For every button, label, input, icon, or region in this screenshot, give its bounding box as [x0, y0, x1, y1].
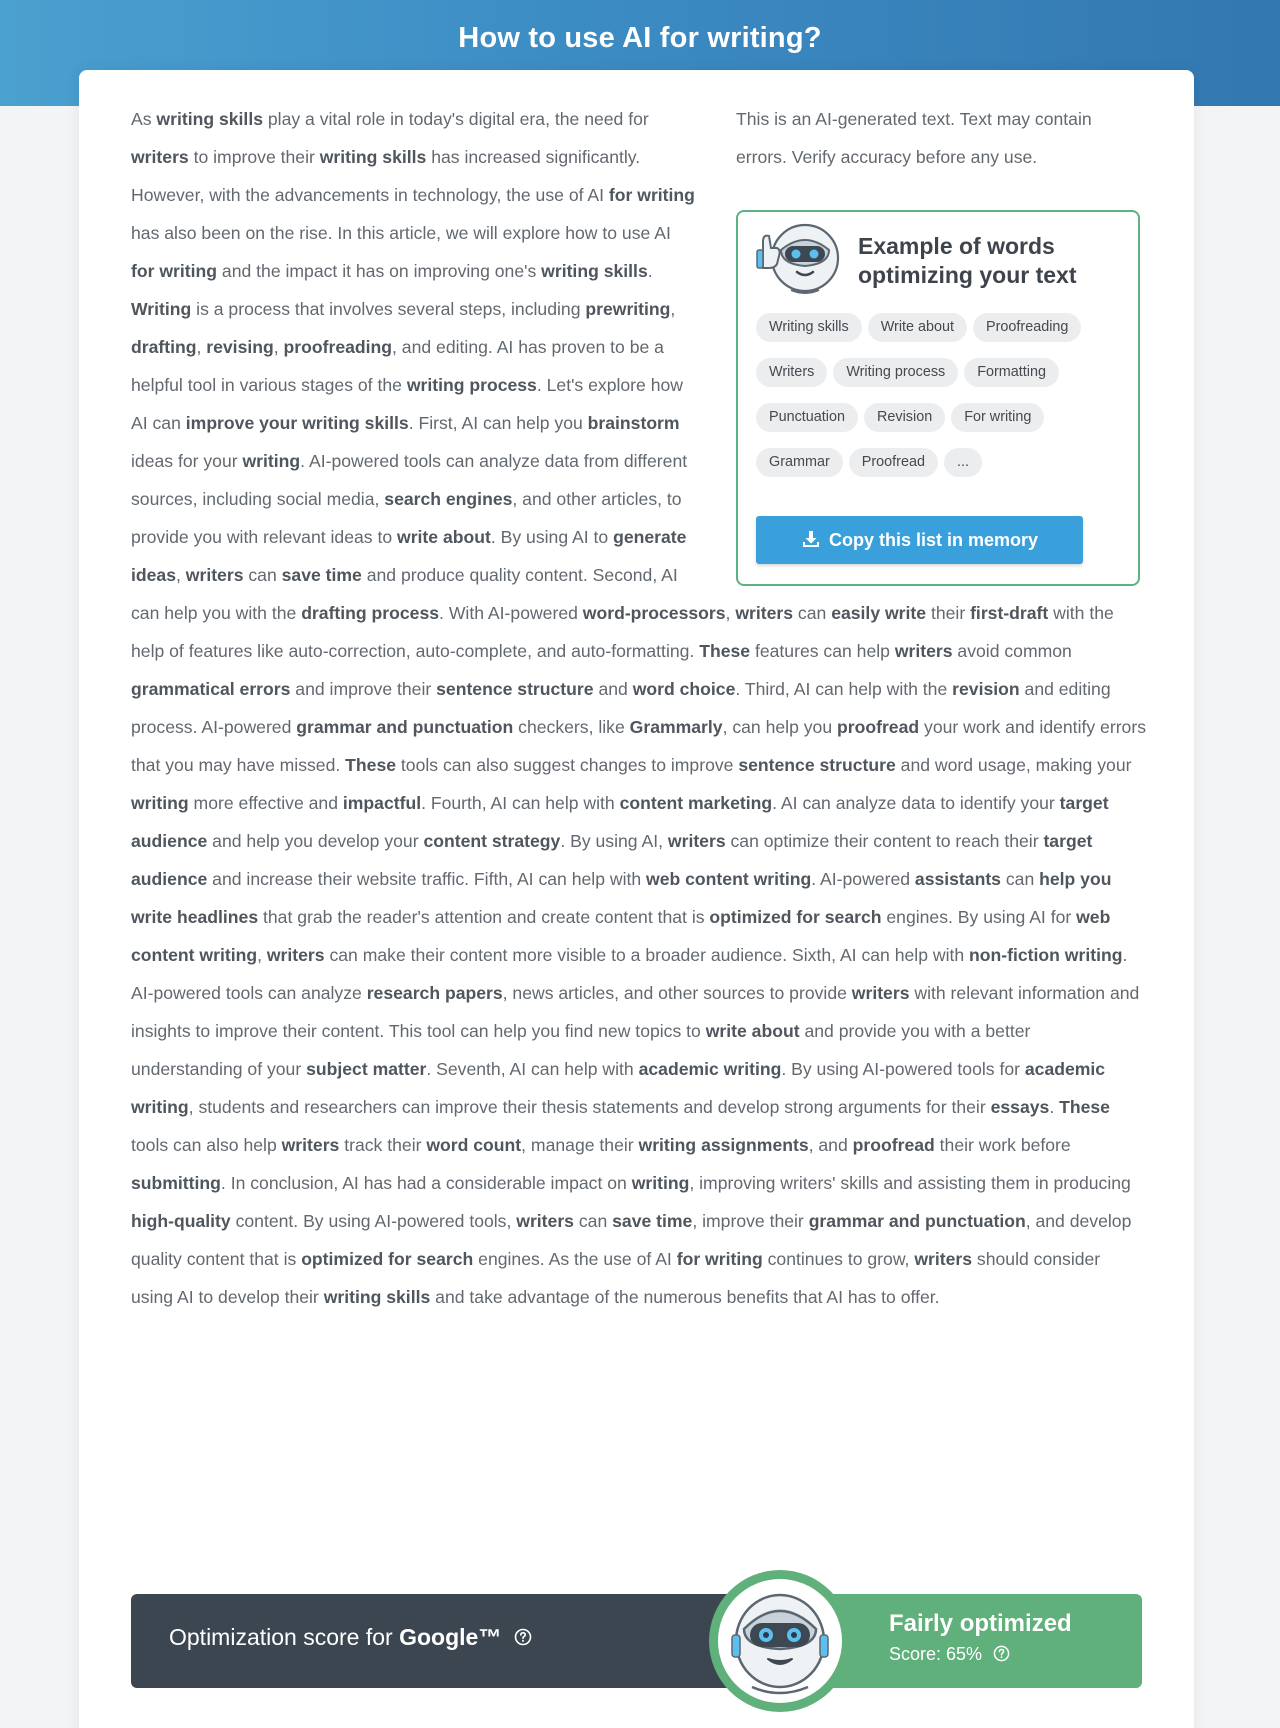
article-text-segment: , and develop quality content that is	[131, 1211, 1132, 1269]
article-keyword: grammatical errors	[131, 679, 291, 699]
article-text-segment: . By using AI to	[490, 527, 614, 547]
article-text-segment: ideas for your	[131, 451, 243, 471]
article-keyword: easily write	[831, 603, 927, 623]
score-value	[889, 1644, 1010, 1665]
article-text-segment: can	[793, 603, 832, 623]
article-text-segment: checkers, like	[513, 717, 630, 737]
article-text-segment: has increased significantly. However, with the advancements in technology, the use of AI	[131, 147, 641, 205]
article-keyword: writing process	[406, 375, 537, 395]
article-keyword: Grammarly	[629, 717, 723, 737]
article-keyword: web content writing	[646, 869, 812, 889]
article-keyword: write about	[705, 1021, 800, 1041]
article-keyword: research papers	[366, 983, 503, 1003]
article-keyword: writing skills	[323, 1287, 431, 1307]
article-text-segment: and	[593, 679, 633, 699]
article-text-segment: , improve their	[692, 1211, 809, 1231]
article-keyword: writers	[735, 603, 794, 623]
keyword-tag[interactable]: Punctuation	[756, 403, 858, 432]
article-keyword: sentence structure	[436, 679, 594, 699]
article-text-segment: content. By using AI-powered tools,	[230, 1211, 517, 1231]
article-keyword: optimized for search	[301, 1249, 474, 1269]
article-text-segment: . First, AI can help you	[408, 413, 588, 433]
article-keyword: for writing	[131, 261, 218, 281]
article-text-segment: .	[1049, 1097, 1060, 1117]
article-text-segment: ,	[725, 603, 736, 623]
copy-list-button[interactable]	[756, 516, 1083, 564]
article-text-segment: engines. By using AI for	[881, 907, 1077, 927]
page-title: How to use AI for writing?	[458, 22, 822, 54]
article-text-segment: ,	[257, 945, 267, 965]
article-text-segment: their work before	[934, 1135, 1071, 1155]
score-value-text: Score: 65%	[889, 1644, 983, 1664]
score-label-panel	[131, 1594, 771, 1688]
article-keyword: proofread	[852, 1135, 935, 1155]
article-keyword: target audience	[131, 793, 1109, 851]
article-keyword: writing assignments	[638, 1135, 809, 1155]
content-card	[79, 70, 1194, 1728]
score-status: Fairly optimized	[889, 1610, 1072, 1637]
article-text-segment: . By using AI,	[560, 831, 668, 851]
article-keyword: writers	[266, 945, 325, 965]
article-keyword: These	[699, 641, 751, 661]
article-text-segment: their	[926, 603, 971, 623]
article-text-segment: , manage their	[521, 1135, 639, 1155]
article-keyword: writing skills	[319, 147, 427, 167]
article-text-segment: and the impact it has on improving one's	[217, 261, 542, 281]
article-keyword: writing skills	[156, 109, 263, 129]
keyword-tag[interactable]: Grammar	[756, 448, 843, 477]
copy-list-label: Copy this list in memory	[828, 530, 1039, 550]
article-text-segment: tools can also suggest changes to improve	[396, 755, 739, 775]
article-keyword: writing	[631, 1173, 690, 1193]
article-keyword: word count	[426, 1135, 522, 1155]
article-text-segment: can	[1000, 869, 1040, 889]
article-keyword: drafting process	[301, 603, 440, 623]
article-keyword: for writing	[676, 1249, 763, 1269]
article-text-segment: avoid common	[952, 641, 1072, 661]
article-text-segment: and help you develop your	[207, 831, 424, 851]
keyword-tag[interactable]: Writers	[756, 358, 827, 387]
article-keyword: prewriting	[585, 299, 671, 319]
sidebar	[736, 100, 1146, 586]
optimization-score-bar	[131, 1594, 1142, 1688]
article-keyword: improve your writing skills	[185, 413, 409, 433]
question-circle-icon[interactable]	[514, 1628, 532, 1646]
article-keyword: generate ideas	[131, 527, 687, 585]
article-keyword: high-quality	[131, 1211, 231, 1231]
article-keyword: grammar and punctuation	[808, 1211, 1026, 1231]
article-text-segment: , and	[808, 1135, 853, 1155]
article-text-segment: and editing process. AI-powered	[131, 679, 1111, 737]
article-keyword: writers	[914, 1249, 973, 1269]
article-text-segment: continues to grow,	[762, 1249, 915, 1269]
article-keyword: target audience	[131, 831, 1093, 889]
article-keyword: proofread	[837, 717, 920, 737]
keyword-tag[interactable]: Write about	[868, 313, 967, 342]
article-keyword: drafting	[131, 337, 197, 357]
article-text-segment: and provide you with a better understanding of your	[131, 1021, 1031, 1079]
article-text-segment: and word usage, making your	[895, 755, 1132, 775]
keyword-tag[interactable]: Proofread	[849, 448, 938, 477]
article-keyword: brainstorm	[587, 413, 680, 433]
robot-mascot-icon	[755, 220, 843, 296]
article-text-segment: . AI can analyze data to identify your	[772, 793, 1060, 813]
article-text-segment: your work and identify errors that you may have missed.	[131, 717, 1146, 775]
article-keyword: writing	[242, 451, 301, 471]
keyword-tag-list	[756, 306, 1126, 486]
keywords-box	[736, 210, 1140, 586]
article-text-segment: . Let's explore how AI can	[131, 375, 683, 433]
article-keyword: web content writing	[131, 907, 1111, 965]
article-keyword: search engines	[384, 489, 513, 509]
article-text-segment: to improve their	[188, 147, 320, 167]
article-keyword: first-draft	[970, 603, 1049, 623]
article-keyword: writing	[131, 793, 189, 813]
article-text-segment: . AI-powered tools can analyze	[131, 945, 1128, 1003]
article-keyword: write about	[397, 527, 491, 547]
article-keyword: save time	[612, 1211, 693, 1231]
article-text-segment: should consider using AI to develop their	[131, 1249, 1101, 1307]
download-icon	[801, 529, 821, 549]
article-keyword: essays	[990, 1097, 1050, 1117]
article-keyword: word choice	[632, 679, 736, 699]
article-text-segment: .	[647, 261, 653, 281]
score-mascot-frame	[718, 1579, 842, 1703]
article-keyword: writing skills	[541, 261, 648, 281]
article-keyword: academic writing	[638, 1059, 782, 1079]
article-keyword: These	[1059, 1097, 1110, 1117]
keyword-tag[interactable]: Writing skills	[756, 313, 862, 342]
article-keyword: optimized for search	[709, 907, 882, 927]
article-text-segment: and increase their website traffic. Fifth, AI can help with	[207, 869, 647, 889]
score-label-brand: Google™	[399, 1624, 502, 1650]
article-text-segment: , improving writers' skills and assisting them in producing	[689, 1173, 1131, 1193]
article-text-segment: ,	[670, 299, 676, 319]
article-text-segment: . AI-powered tools can analyze data from different sources, including social media,	[131, 451, 688, 509]
article-text-segment: ,	[176, 565, 186, 585]
article-text-segment: and produce quality content. Second, AI can help you with the	[131, 565, 678, 623]
article-keyword: assistants	[914, 869, 1001, 889]
robot-mascot-icon	[718, 1579, 842, 1703]
keyword-tag[interactable]: For writing	[951, 403, 1044, 432]
article-keyword: subject matter	[306, 1059, 427, 1079]
article-keyword: proofreading	[283, 337, 393, 357]
article-text-segment: . Fourth, AI can help with	[421, 793, 620, 813]
article-text-segment: play a vital role in today's digital era, the need for	[263, 109, 649, 129]
article-text-segment: engines. As the use of AI	[473, 1249, 677, 1269]
article-keyword: impactful	[342, 793, 422, 813]
article-text-segment: . In conclusion, AI has had a considerable impact on	[220, 1173, 632, 1193]
article-text-segment: As	[131, 109, 157, 129]
article-text-segment: , and editing. AI has proven to be a helpful tool in various stages of the	[131, 337, 664, 395]
article-text-segment: can	[573, 1211, 613, 1231]
article-keyword: revising	[206, 337, 274, 357]
article-text-segment: is a process that involves several steps, including	[191, 299, 586, 319]
article-text-segment: tools can also help	[131, 1135, 282, 1155]
article-text-segment: with the help of features like auto-correction, auto-complete, and auto-formatting.	[131, 603, 1114, 661]
article-text-segment: , and other articles, to provide you with relevant ideas to	[131, 489, 682, 547]
article-keyword: grammar and punctuation	[296, 717, 514, 737]
article-keyword: non-fiction writing	[969, 945, 1123, 965]
article-text-segment: can	[243, 565, 282, 585]
article-text-segment: , students and researchers can improve their thesis statements and develop strong arguments for their	[188, 1097, 991, 1117]
question-circle-icon[interactable]	[993, 1645, 1010, 1662]
article-body	[131, 100, 1146, 1316]
article-text-segment: ,	[196, 337, 207, 357]
article-keyword: word-processors	[582, 603, 726, 623]
article-keyword: content strategy	[423, 831, 561, 851]
article-text-segment: track their	[339, 1135, 427, 1155]
article-keyword: sentence structure	[738, 755, 896, 775]
article-keyword: writers	[185, 565, 244, 585]
article-keyword: writers	[131, 147, 189, 167]
keyword-tag[interactable]: Writing process	[833, 358, 958, 387]
article-keyword: writers	[851, 983, 910, 1003]
article-text-segment: has also been on the rise. In this article, we will explore how to use AI	[131, 223, 671, 243]
keyword-tag[interactable]: Revision	[864, 403, 945, 432]
article-keyword: writers	[894, 641, 953, 661]
article-keyword: These	[345, 755, 397, 775]
article-keyword: help you write headlines	[131, 869, 1112, 927]
article-text-segment: . With AI-powered	[439, 603, 583, 623]
keyword-tag[interactable]: Proofreading	[973, 313, 1081, 342]
article-text-segment: , can help you	[722, 717, 838, 737]
keyword-tag[interactable]: Formatting	[964, 358, 1059, 387]
article-keyword: submitting	[131, 1173, 221, 1193]
keywords-box-title: Example of words optimizing your text	[858, 233, 1077, 288]
article-keyword: revision	[952, 679, 1020, 699]
article-text-segment: ,	[273, 337, 284, 357]
score-label-prefix: Optimization score for	[169, 1624, 400, 1650]
ai-disclaimer: This is an AI-generated text. Text may contain errors. Verify accuracy before any use.	[736, 109, 1092, 167]
article-text-segment: . AI-powered	[811, 869, 915, 889]
article-text-segment: . Third, AI can help with the	[735, 679, 953, 699]
article-keyword: writers	[281, 1135, 340, 1155]
article-text-segment: and improve their	[290, 679, 437, 699]
article-text-segment: features can help	[750, 641, 895, 661]
article-keyword: save time	[281, 565, 362, 585]
article-text-segment: more effective and	[188, 793, 343, 813]
article-text-segment: . By using AI-powered tools for	[781, 1059, 1025, 1079]
article-keyword: academic writing	[131, 1059, 1106, 1117]
article-text-segment: can make their content more visible to a broader audience. Sixth, AI can help with	[324, 945, 970, 965]
score-label	[169, 1624, 532, 1651]
score-mascot-ring	[709, 1570, 851, 1712]
article-text-segment: with relevant information and insights to improve their content. This tool can help you find new topics to	[131, 983, 1140, 1041]
article-text-segment: can optimize their content to reach their	[725, 831, 1044, 851]
article-keyword: for writing	[608, 185, 695, 205]
keyword-tag[interactable]: ...	[944, 448, 982, 477]
article-keyword: content marketing	[619, 793, 773, 813]
article-text-segment: and take advantage of the numerous benefits that AI has to offer.	[430, 1287, 940, 1307]
article-keyword: writers	[516, 1211, 574, 1231]
article-keyword: Writing	[131, 299, 192, 319]
article-text-segment: that grab the reader's attention and create content that is	[258, 907, 710, 927]
article-text-segment: . Seventh, AI can help with	[426, 1059, 639, 1079]
article-text-segment: , news articles, and other sources to provide	[502, 983, 852, 1003]
article-keyword: writers	[667, 831, 726, 851]
